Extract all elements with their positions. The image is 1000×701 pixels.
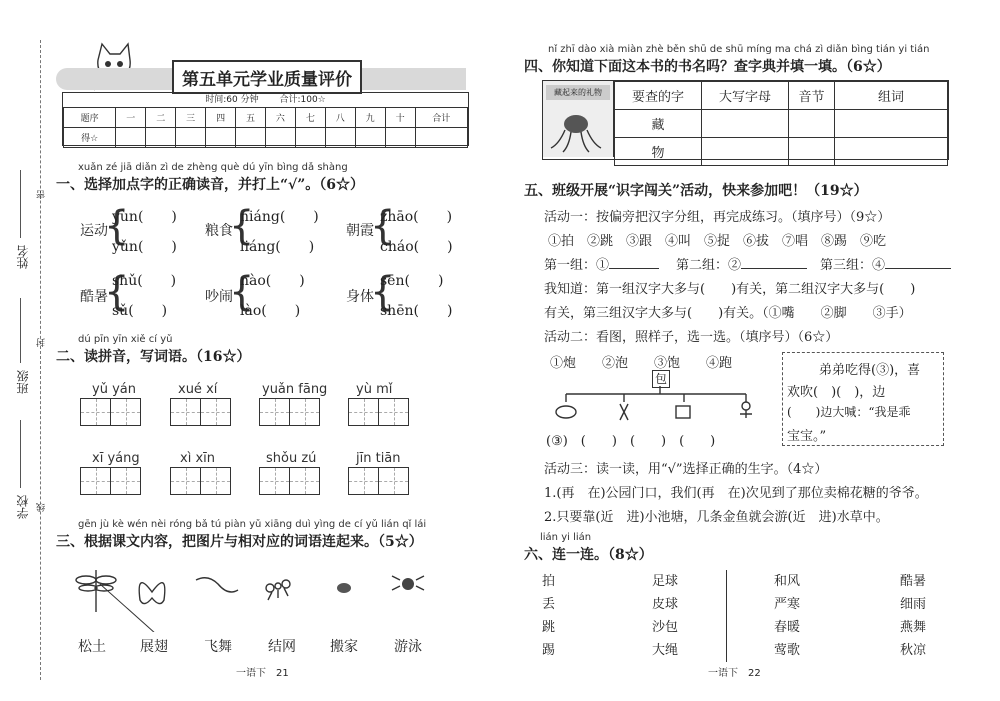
group2-field[interactable] xyxy=(676,254,807,273)
score-cell[interactable] xyxy=(146,128,176,148)
q6-title: 六、连一连。（8☆） xyxy=(524,547,653,563)
match-item[interactable]: 酷暑 xyxy=(900,574,927,589)
brace-icon: { xyxy=(104,269,130,315)
insect-pictures xyxy=(74,562,474,632)
score-cell[interactable] xyxy=(265,128,295,148)
table-header: 组词 xyxy=(835,82,948,110)
tianzige-grid[interactable] xyxy=(348,398,409,426)
table-cell: 九 xyxy=(355,108,385,128)
q6-col3 xyxy=(774,570,800,662)
name-blank xyxy=(20,170,21,238)
bowl-icon xyxy=(556,406,576,418)
match-item[interactable]: 燕舞 xyxy=(900,620,927,635)
q1-option[interactable]: lào( ) xyxy=(240,303,301,319)
pinyin-word: xué xí xyxy=(178,382,218,397)
group1-label: 第一组：① xyxy=(544,258,610,273)
q1-word: 粮食 xyxy=(205,223,233,239)
table-cell: 十 xyxy=(385,108,415,128)
story-line: 欢吹( )( )，边 xyxy=(787,385,886,400)
q3-word[interactable]: 结网 xyxy=(268,639,296,655)
school-blank xyxy=(20,420,21,488)
butterfly-icon xyxy=(139,583,165,604)
page-footer: 一语下 21 xyxy=(236,668,289,679)
score-cell[interactable] xyxy=(206,128,236,148)
score-cell[interactable] xyxy=(295,128,325,148)
column-divider xyxy=(726,570,727,662)
table-cell: 物 xyxy=(615,138,702,166)
group3-field[interactable] xyxy=(820,254,951,273)
q1-option[interactable]: sēn( ) xyxy=(380,273,444,289)
pinyin-word: yù mǐ xyxy=(356,382,393,397)
match-item[interactable]: 细雨 xyxy=(900,597,927,612)
tianzige-grid[interactable] xyxy=(259,467,320,495)
story-line: 宝宝。” xyxy=(787,429,827,444)
class-label: 班级 xyxy=(16,370,30,394)
match-item[interactable]: 足球 xyxy=(652,574,679,589)
center-char-box: 包 xyxy=(652,370,670,388)
sentence-1[interactable]: 1.(再 在)公园门口，我们(再 在)次见到了那位卖棉花糖的爷爷。 xyxy=(544,486,928,501)
match-item[interactable]: 和风 xyxy=(774,574,801,589)
score-header-row xyxy=(64,108,468,128)
seal-mark-xian: 线 xyxy=(37,503,47,512)
answer-cell[interactable] xyxy=(789,110,835,138)
brace-icon: { xyxy=(370,203,396,249)
ant-icon xyxy=(266,580,290,600)
group2-label: 第二组：② xyxy=(676,258,742,273)
match-item[interactable]: 皮球 xyxy=(652,597,679,612)
total-score: 合计:100☆ xyxy=(279,95,326,105)
table-header: 大写字母 xyxy=(702,82,789,110)
score-table xyxy=(62,92,469,146)
score-cell[interactable] xyxy=(385,128,415,148)
dragonfly-icon xyxy=(76,570,116,612)
activity1-text: 活动一：按偏旁把汉字分组，再完成练习。（填序号）（9☆） xyxy=(544,210,891,225)
match-item[interactable]: 跳 xyxy=(542,620,556,635)
sentence-2[interactable]: 2.只要靠(近 进)小池塘，几条金鱼就会游(近 进)水草中。 xyxy=(544,510,889,525)
q3-pinyin: gēn jù kè wén nèi róng bǎ tú piàn yǔ xiāng duì yìng de cí yǔ lián qǐ lái xyxy=(78,519,427,530)
table-header: 要查的字 xyxy=(615,82,702,110)
score-cell[interactable] xyxy=(325,128,355,148)
answer-cell[interactable] xyxy=(702,138,789,166)
spider-icon xyxy=(392,576,424,590)
table-cell: 八 xyxy=(325,108,355,128)
name-label: 姓名 xyxy=(16,245,30,269)
answer-cell[interactable] xyxy=(702,110,789,138)
tianzige-grid[interactable] xyxy=(80,467,141,495)
seal-mark-feng: 封 xyxy=(37,338,47,347)
firecracker-icon xyxy=(620,404,628,420)
time-limit: 时间:60 分钟 xyxy=(205,95,259,105)
brace-icon: { xyxy=(104,203,130,249)
table-cell: 合计 xyxy=(415,108,467,128)
score-cell[interactable] xyxy=(355,128,385,148)
table-cell: 五 xyxy=(236,108,266,128)
worm-icon xyxy=(196,578,238,592)
class-blank xyxy=(20,298,21,363)
table-cell: 藏 xyxy=(615,110,702,138)
q1-word: 朝霞 xyxy=(346,223,374,239)
brace-icon: { xyxy=(229,203,255,249)
match-item[interactable]: 春暖 xyxy=(774,620,801,635)
book-cover-title: 藏起来的礼物 xyxy=(546,85,610,100)
score-cell[interactable] xyxy=(116,128,146,148)
q1-word: 酷暑 xyxy=(80,289,108,305)
q4-pinyin: nǐ zhī dào xià miàn zhè běn shū de shū míng ma chá zì diǎn bìng tián yi tián xyxy=(548,44,930,55)
score-meta xyxy=(63,93,468,107)
ladybug-icon xyxy=(337,583,351,593)
tianzige-grid[interactable] xyxy=(348,467,409,495)
match-item[interactable]: 莺歌 xyxy=(774,643,801,658)
pinyin-word: xì xīn xyxy=(180,451,215,466)
score-cell[interactable] xyxy=(236,128,266,148)
q1-option[interactable]: zhāo( ) xyxy=(380,209,453,225)
match-item[interactable]: 大绳 xyxy=(652,643,679,658)
table-cell: 得☆ xyxy=(64,128,116,148)
table-cell: 三 xyxy=(176,108,206,128)
school-label: 学校 xyxy=(16,495,30,519)
story-line: ( )边大喊：“我是乖 xyxy=(787,405,911,419)
tianzige-grid[interactable] xyxy=(80,398,141,426)
match-item[interactable]: 严寒 xyxy=(774,597,801,612)
table-cell: 题序 xyxy=(64,108,116,128)
brace-icon: { xyxy=(370,269,396,315)
q1-option[interactable]: liáng( ) xyxy=(240,239,315,255)
q1-option[interactable]: shēn( ) xyxy=(380,303,453,319)
score-cell[interactable] xyxy=(415,128,467,148)
pinyin-word: jīn tiān xyxy=(356,451,401,466)
q1-word: 吵闹 xyxy=(205,289,233,305)
score-grid xyxy=(63,107,468,148)
q1-option[interactable]: cháo( ) xyxy=(380,239,453,255)
activity2-text: 活动二：看图，照样子，选一选。（填序号）（6☆） xyxy=(544,330,839,345)
q1-word: 运动 xyxy=(80,223,108,239)
score-value-row xyxy=(64,128,468,148)
pinyin-word: shǒu zú xyxy=(266,451,317,466)
q4-title: 四、你知道下面这本书的书名吗？查字典并填一填。（6☆） xyxy=(524,59,891,75)
q1-word: 身体 xyxy=(346,289,374,305)
q6-col2 xyxy=(652,570,678,662)
q1-option[interactable]: yùn( ) xyxy=(112,209,177,225)
pinyin-word: xī yáng xyxy=(92,451,140,466)
pinyin-word: yuǎn fāng xyxy=(262,382,328,397)
tea-cup-icon xyxy=(676,406,690,418)
know-line2: 有关，第三组汉字大多与( )有关。（①嘴 ②脚 ③手） xyxy=(544,306,912,321)
activity3-text: 活动三：读一读，用“√”选择正确的生字。（4☆） xyxy=(544,462,828,477)
seal-mark-mi: 密 xyxy=(37,190,47,199)
q1-option[interactable]: nào( ) xyxy=(240,273,305,289)
q6-col1 xyxy=(542,570,555,662)
running-boy-icon xyxy=(742,402,750,410)
brace-icon: { xyxy=(229,269,255,315)
answer-cell[interactable] xyxy=(835,138,948,166)
answer-cell[interactable] xyxy=(789,138,835,166)
activity2-options: ①炮 ②泡 ③饱 ④跑 xyxy=(550,356,733,371)
story-box xyxy=(782,352,944,446)
q3-word[interactable]: 展翅 xyxy=(140,639,168,655)
activity2-answers[interactable]: (③) ( ) ( ) ( ) xyxy=(546,434,716,449)
binding-dashed-line xyxy=(40,40,41,680)
tianzige-grid[interactable] xyxy=(259,398,320,426)
q1-title: 一、选择加点字的正确读音，并打上“√”。（6☆） xyxy=(56,177,365,193)
score-cell[interactable] xyxy=(176,128,206,148)
q3-word[interactable]: 飞舞 xyxy=(204,639,232,655)
table-cell: 七 xyxy=(295,108,325,128)
group3-label: 第三组：④ xyxy=(820,258,886,273)
answer-line xyxy=(100,584,156,632)
q5-title: 五、班级开展“识字闯关”活动，快来参加吧！（19☆） xyxy=(524,183,868,199)
q1-pinyin: xuǎn zé jiā diǎn zì de zhèng què dú yīn bìng dǎ shàng xyxy=(78,162,348,173)
group1-field[interactable] xyxy=(544,254,659,273)
match-item[interactable]: 丢 xyxy=(542,597,556,612)
match-item[interactable]: 沙包 xyxy=(652,620,679,635)
tianzige-grid[interactable] xyxy=(170,398,231,426)
match-item[interactable]: 踢 xyxy=(542,643,556,658)
q2-pinyin: dú pīn yīn xiě cí yǔ xyxy=(78,334,173,345)
match-item[interactable]: 秋凉 xyxy=(900,643,927,658)
page-footer: 一语下 22 xyxy=(708,668,761,679)
story-line: 弟弟吃得(③)，喜 xyxy=(819,363,921,378)
table-cell: 六 xyxy=(265,108,295,128)
q6-col4 xyxy=(900,570,926,662)
q1-option[interactable]: niáng( ) xyxy=(240,209,319,225)
q3-word[interactable]: 松土 xyxy=(78,639,106,655)
book-table xyxy=(542,80,949,160)
table-cell: 四 xyxy=(206,108,236,128)
know-line1: 我知道：第一组汉字大多与( )有关，第二组汉字大多与( ) xyxy=(544,282,916,297)
table-cell: 一 xyxy=(116,108,146,128)
q1-option[interactable]: yǔn( ) xyxy=(112,239,177,255)
match-item[interactable]: 拍 xyxy=(542,574,556,589)
q3-title: 三、根据课文内容，把图片与相对应的词语连起来。（5☆） xyxy=(56,534,423,550)
q1-option[interactable]: shǔ( ) xyxy=(112,273,177,289)
q6-pinyin: lián yi lián xyxy=(540,532,592,543)
tianzige-grid[interactable] xyxy=(170,467,231,495)
page-title: 第五单元学业质量评价 xyxy=(172,60,362,94)
pinyin-word: yǔ yán xyxy=(92,382,136,397)
answer-cell[interactable] xyxy=(835,110,948,138)
activity1-chars: ①拍 ②跳 ③跟 ④叫 ⑤捉 ⑥拔 ⑦唱 ⑧踢 ⑨吃 xyxy=(548,234,887,249)
octopus-icon xyxy=(543,104,609,154)
q1-option[interactable]: sǔ( ) xyxy=(112,303,168,319)
table-header: 音节 xyxy=(789,82,835,110)
book-lookup-table xyxy=(614,81,948,166)
connector-tree xyxy=(552,386,762,426)
q3-word[interactable]: 搬家 xyxy=(330,639,358,655)
q3-word[interactable]: 游泳 xyxy=(394,639,422,655)
book-cover-image xyxy=(543,81,614,157)
q2-title: 二、读拼音，写词语。（16☆） xyxy=(56,349,251,365)
table-cell: 二 xyxy=(146,108,176,128)
